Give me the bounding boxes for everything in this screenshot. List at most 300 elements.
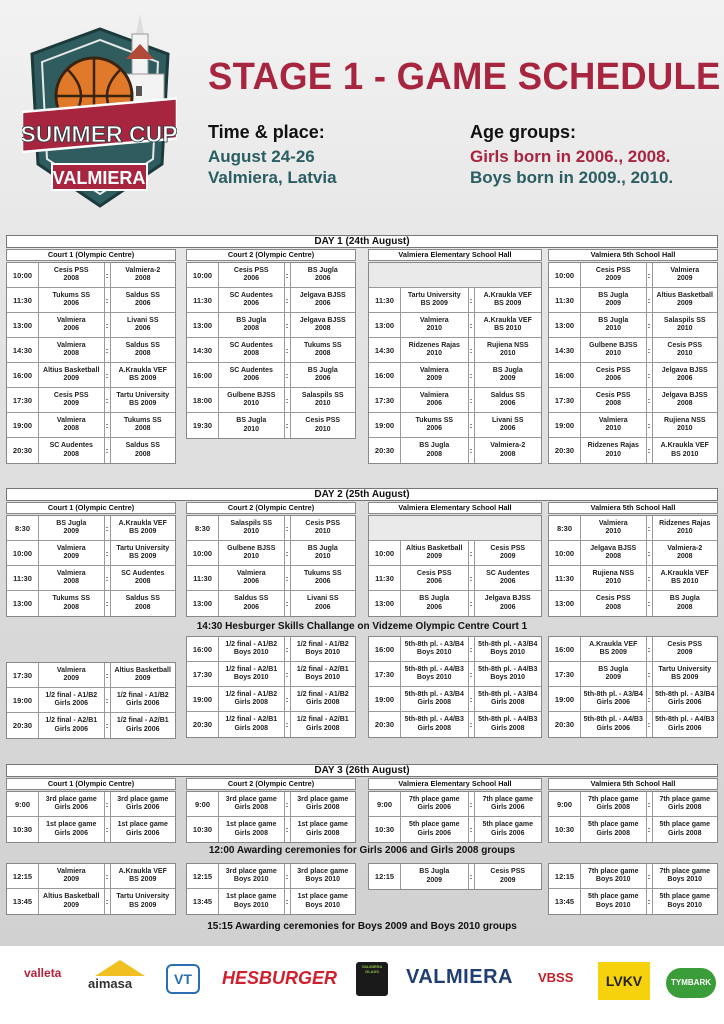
home-team: 7th place game Girls 2006 <box>408 795 460 811</box>
sponsor-valmiera-glass: VALMIERA GLASS <box>361 964 383 974</box>
home-team: Cesis PSS 2006 <box>233 266 269 282</box>
game-time: 17:30 <box>369 662 401 686</box>
versus-separator: : <box>646 288 653 312</box>
game-row <box>7 688 175 713</box>
away-team: 3rd place game Boys 2010 <box>297 867 349 883</box>
home-team: Salaspils SS 2010 <box>230 519 273 535</box>
girls-awarding-note: 12:00 Awarding ceremonies for Girls 2006 and Girls 2008 groups <box>208 845 516 856</box>
versus-separator: : <box>104 792 111 816</box>
versus-separator: : <box>646 792 653 816</box>
game-time: 19:30 <box>187 413 219 438</box>
game-row <box>549 541 717 566</box>
away-team: Tukums SS 2006 <box>303 569 342 585</box>
versus-separator: : <box>284 637 291 661</box>
game-time: 11:30 <box>7 288 39 312</box>
home-team: SC Audentes 2006 <box>229 291 273 307</box>
away-team: 5th place game Girls 2006 <box>482 821 534 837</box>
away-team: Valmiera-2 2008 <box>667 544 703 560</box>
game-time: 10:30 <box>7 817 39 842</box>
game-row <box>187 338 355 363</box>
home-team: 5th-8th pl. - A3/B4 Girls 2008 <box>404 690 464 706</box>
home-team: Cesis PSS 2008 <box>595 595 631 611</box>
away-team: BS Jugla 2006 <box>307 266 338 282</box>
versus-separator: : <box>284 516 291 540</box>
home-team: Valmiera 2010 <box>598 416 628 432</box>
game-time: 20:30 <box>7 438 39 463</box>
home-team: 1/2 final - A2/B1 Girls 2008 <box>225 716 278 732</box>
home-team: 1/2 final - A2/B1 Girls 2006 <box>45 717 98 733</box>
game-row <box>187 889 355 914</box>
home-team: Cesis PSS 2009 <box>53 391 89 407</box>
away-team: Cesis PSS 2009 <box>667 640 703 656</box>
versus-separator: : <box>468 864 475 889</box>
versus-separator: : <box>646 363 653 387</box>
game-row <box>369 413 541 438</box>
home-team: 5th place game Girls 2008 <box>587 821 639 837</box>
away-team: A.Kraukla VEF BS 2009 <box>483 291 532 307</box>
game-time: 14:30 <box>187 338 219 362</box>
court-games <box>186 863 356 915</box>
game-time: 14:30 <box>7 338 39 362</box>
game-row <box>369 541 541 566</box>
home-team: 7th place game Boys 2010 <box>587 867 639 883</box>
versus-separator: : <box>284 413 291 438</box>
day-1-header: DAY 1 (24th August) <box>6 235 718 248</box>
versus-separator: : <box>646 566 653 590</box>
court-title: Valmiera Elementary School Hall <box>368 249 542 261</box>
game-time: 10:00 <box>187 263 219 287</box>
away-team: 1st place game Boys 2010 <box>297 893 348 909</box>
court-games <box>6 791 176 843</box>
game-row <box>549 263 717 288</box>
logo-line1: SUMMER CUP <box>22 121 177 147</box>
home-team: Cesis PSS 2008 <box>53 266 89 282</box>
game-row <box>549 566 717 591</box>
event-place: Valmiera, Latvia <box>208 168 337 187</box>
skills-challenge-note: 14:30 Hesburger Skills Challange on Vidzeme Olympic Centre Court 1 <box>196 621 528 632</box>
versus-separator: : <box>104 338 111 362</box>
game-time: 17:30 <box>549 662 581 686</box>
home-team: 5th-8th pl. - A4/B3 Boys 2010 <box>404 665 464 681</box>
home-team: Gulbene BJSS 2010 <box>227 391 276 407</box>
game-row <box>369 591 541 616</box>
away-team: Cesis PSS 2010 <box>667 341 703 357</box>
court-games <box>368 791 542 843</box>
game-row <box>549 637 717 662</box>
summer-cup-logo <box>22 14 177 214</box>
game-row <box>7 288 175 313</box>
game-time: 10:00 <box>549 263 581 287</box>
court-title: Court 1 (Olympic Centre) <box>6 778 176 790</box>
away-team: Tukums SS 2008 <box>123 416 162 432</box>
versus-separator: : <box>646 313 653 337</box>
home-team: 5th-8th pl. - A4/B3 Girls 2006 <box>583 716 643 732</box>
away-team: Ridzenes Rajas 2010 <box>659 519 711 535</box>
versus-separator: : <box>104 591 111 616</box>
game-row <box>187 516 355 541</box>
versus-separator: : <box>646 516 653 540</box>
game-time: 11:30 <box>549 566 581 590</box>
versus-separator: : <box>646 637 653 661</box>
game-time: 16:00 <box>187 363 219 387</box>
game-time: 13:00 <box>7 313 39 337</box>
game-row <box>7 263 175 288</box>
home-team: Tukums SS 2008 <box>52 595 91 611</box>
game-time: 20:30 <box>369 438 401 463</box>
game-time: 10:30 <box>187 817 219 842</box>
game-time: 19:00 <box>549 687 581 711</box>
court-games <box>6 262 176 464</box>
game-row <box>187 864 355 889</box>
versus-separator: : <box>468 792 475 816</box>
home-team: Valmiera 2008 <box>56 341 86 357</box>
away-team: 5th place game Boys 2010 <box>659 893 711 909</box>
away-team: SC Audentes 2006 <box>486 569 530 585</box>
away-team: Jelgava BJSS 2008 <box>661 391 708 407</box>
court-title: Court 2 (Olympic Centre) <box>186 502 356 514</box>
home-team: 5th-8th pl. - A4/B3 Girls 2008 <box>404 716 464 732</box>
court-title: Court 1 (Olympic Centre) <box>6 249 176 261</box>
game-row <box>369 263 541 288</box>
game-row <box>7 313 175 338</box>
home-team: Valmiera 2008 <box>56 569 86 585</box>
versus-separator: : <box>104 663 111 687</box>
versus-separator: : <box>284 889 291 914</box>
game-row <box>549 363 717 388</box>
home-team: Altius Basketball 2009 <box>406 544 463 560</box>
game-row <box>7 516 175 541</box>
away-team: Saldus SS 2008 <box>125 595 160 611</box>
court-games <box>186 791 356 843</box>
court-games <box>548 262 718 464</box>
game-row <box>7 591 175 616</box>
versus-separator: : <box>646 864 653 888</box>
court-games <box>186 636 356 738</box>
game-time: 20:30 <box>369 712 401 737</box>
home-team: Tukums SS 2006 <box>415 416 454 432</box>
game-time: 9:00 <box>549 792 581 816</box>
court-games <box>368 262 542 464</box>
game-time: 16:00 <box>549 363 581 387</box>
away-team: 1st place game Girls 2006 <box>117 821 168 837</box>
away-team: A.Kraukla VEF BS 2009 <box>118 366 167 382</box>
day-3-header: DAY 3 (26th August) <box>6 764 718 777</box>
game-row <box>187 263 355 288</box>
versus-separator: : <box>468 413 475 437</box>
sponsor-vt: VT <box>166 964 200 994</box>
versus-separator: : <box>104 864 111 888</box>
away-team: Jelgava BJSS 2006 <box>661 366 708 382</box>
game-row <box>549 438 717 463</box>
away-team: Tukums SS 2008 <box>303 341 342 357</box>
versus-separator: : <box>104 713 111 738</box>
court-title: Valmiera 5th School Hall <box>548 249 718 261</box>
sponsor-vbss: VBSS <box>538 970 574 985</box>
game-row <box>369 687 541 712</box>
game-row <box>369 516 541 541</box>
away-team: A.Kraukla VEF BS 2010 <box>660 442 709 458</box>
home-team: BS Jugla 2009 <box>598 665 629 681</box>
versus-separator: : <box>468 662 475 686</box>
away-team: Livani SS 2006 <box>126 316 159 332</box>
versus-separator: : <box>468 363 475 387</box>
home-team: Gulbene BJSS 2010 <box>227 544 276 560</box>
game-row <box>549 591 717 616</box>
away-team: 1/2 final - A2/B1 Girls 2006 <box>116 717 169 733</box>
game-row <box>549 687 717 712</box>
game-row <box>549 817 717 842</box>
versus-separator: : <box>468 687 475 711</box>
girls-age-group: Girls born in 2006., 2008. <box>470 147 671 166</box>
game-time: 16:00 <box>7 363 39 387</box>
home-team: A.Kraukla VEF BS 2009 <box>589 640 638 656</box>
versus-separator: : <box>104 817 111 842</box>
game-row <box>369 438 541 463</box>
away-team: 5th-8th pl. - A3/B4 Girls 2006 <box>655 690 715 706</box>
versus-separator: : <box>646 263 653 287</box>
game-row <box>187 388 355 413</box>
away-team: 1/2 final - A2/B1 Girls 2008 <box>296 716 349 732</box>
versus-separator: : <box>284 591 291 616</box>
away-team: Rujiena NSS 2010 <box>663 416 706 432</box>
home-team: Altius Basketball 2009 <box>43 366 100 382</box>
versus-separator: : <box>104 541 111 565</box>
game-row <box>549 712 717 737</box>
game-time: 17:30 <box>187 662 219 686</box>
away-team: Tartu University BS 2009 <box>116 893 170 909</box>
court-games <box>368 863 542 890</box>
game-time: 20:30 <box>7 713 39 738</box>
court-title: Valmiera 5th School Hall <box>548 778 718 790</box>
game-time: 16:00 <box>369 637 401 661</box>
versus-separator: : <box>284 388 291 412</box>
versus-separator: : <box>646 388 653 412</box>
court-games <box>368 636 542 738</box>
event-date: August 24-26 <box>208 147 315 166</box>
versus-separator: : <box>468 817 475 842</box>
game-row <box>187 288 355 313</box>
game-time: 9:00 <box>7 792 39 816</box>
game-time: 13:00 <box>549 591 581 616</box>
home-team: 3rd place game Girls 2008 <box>225 795 277 811</box>
away-team: Tartu University BS 2009 <box>658 665 712 681</box>
home-team: BS Jugla 2009 <box>598 291 629 307</box>
game-row <box>369 712 541 737</box>
game-time: 10:00 <box>7 541 39 565</box>
away-team: 1/2 final - A1/B2 Girls 2006 <box>116 691 169 707</box>
home-team: 5th place game Boys 2010 <box>587 893 639 909</box>
game-time: 12:15 <box>187 864 219 888</box>
home-team: Altius Basketball 2009 <box>43 893 100 909</box>
away-team: Jelgava BJSS 2006 <box>299 291 346 307</box>
versus-separator: : <box>284 566 291 590</box>
game-row <box>7 864 175 889</box>
game-row <box>549 388 717 413</box>
away-team: Saldus SS 2006 <box>490 391 525 407</box>
game-row <box>7 363 175 388</box>
game-row <box>7 889 175 914</box>
versus-separator: : <box>104 688 111 712</box>
versus-separator: : <box>104 566 111 590</box>
versus-separator: : <box>468 313 475 337</box>
sponsor-valmiera: VALMIERA <box>406 966 513 988</box>
game-row <box>549 288 717 313</box>
away-team: A.Kraukla VEF BS 2010 <box>483 316 532 332</box>
game-time: 13:00 <box>187 591 219 616</box>
away-team: Livani SS 2006 <box>491 416 524 432</box>
game-row <box>369 817 541 842</box>
versus-separator: : <box>284 313 291 337</box>
versus-separator: : <box>468 288 475 312</box>
game-row <box>7 663 175 688</box>
versus-separator: : <box>284 541 291 565</box>
home-team: 1/2 final - A1/B2 Boys 2010 <box>225 640 278 656</box>
game-row <box>369 338 541 363</box>
game-time: 12:15 <box>7 864 39 888</box>
versus-separator: : <box>646 413 653 437</box>
home-team: SC Audentes 2008 <box>49 442 93 458</box>
game-time: 10:00 <box>549 541 581 565</box>
versus-separator: : <box>468 591 475 616</box>
game-row <box>7 438 175 463</box>
home-team: Tukums SS 2006 <box>52 291 91 307</box>
away-team: Saldus SS 2008 <box>125 442 160 458</box>
home-team: Valmiera 2009 <box>56 544 86 560</box>
court-games <box>548 791 718 843</box>
game-time: 17:30 <box>369 388 401 412</box>
away-team: Tartu University BS 2009 <box>116 391 170 407</box>
game-time: 10:30 <box>549 817 581 842</box>
away-team: 1/2 final - A1/B2 Boys 2010 <box>296 640 349 656</box>
away-team: 5th-8th pl. - A4/B3 Girls 2008 <box>478 716 538 732</box>
home-team: Cesis PSS 2006 <box>416 569 452 585</box>
home-team: Jelgava BJSS 2008 <box>590 544 637 560</box>
home-team: Cesis PSS 2006 <box>595 366 631 382</box>
home-team: BS Jugla 2009 <box>56 519 87 535</box>
game-time: 19:00 <box>7 688 39 712</box>
game-row <box>549 516 717 541</box>
versus-separator: : <box>284 687 291 711</box>
home-team: SC Audentes 2006 <box>229 366 273 382</box>
game-row <box>187 363 355 388</box>
court-games <box>186 262 356 439</box>
sponsor-bar <box>0 946 724 1024</box>
game-time: 10:30 <box>369 817 401 842</box>
court-games <box>548 863 718 915</box>
time-place-label: Time & place: <box>208 122 325 142</box>
home-team: BS Jugla 2008 <box>236 316 267 332</box>
away-team: Valmiera 2009 <box>670 266 700 282</box>
home-team: Valmiera 2009 <box>56 666 86 682</box>
game-time: 13:00 <box>369 591 401 616</box>
away-team: 5th place game Girls 2008 <box>659 821 711 837</box>
game-time: 18:00 <box>187 388 219 412</box>
versus-separator: : <box>468 388 475 412</box>
game-row <box>187 541 355 566</box>
away-team: A.Kraukla VEF BS 2010 <box>660 569 709 585</box>
versus-separator: : <box>468 637 475 661</box>
game-time: 13:00 <box>549 313 581 337</box>
home-team: Cesis PSS 2009 <box>595 266 631 282</box>
away-team: 5th-8th pl. - A3/B4 Boys 2010 <box>478 640 538 656</box>
away-team: Rujiena NSS 2010 <box>486 341 529 357</box>
versus-separator: : <box>284 817 291 842</box>
game-row <box>7 388 175 413</box>
versus-separator: : <box>646 817 653 842</box>
game-row <box>7 713 175 738</box>
game-row <box>369 388 541 413</box>
versus-separator: : <box>104 363 111 387</box>
versus-separator: : <box>104 516 111 540</box>
game-row <box>369 637 541 662</box>
home-team: 1/2 final - A2/B1 Boys 2010 <box>225 665 278 681</box>
versus-separator: : <box>646 338 653 362</box>
game-time: 20:30 <box>549 712 581 737</box>
home-team: Cesis PSS 2008 <box>595 391 631 407</box>
home-team: Saldus SS 2006 <box>234 595 269 611</box>
court-title: Valmiera Elementary School Hall <box>368 778 542 790</box>
home-team: Gulbene BJSS 2010 <box>589 341 638 357</box>
home-team: 5th-8th pl. - A3/B4 Boys 2010 <box>404 640 464 656</box>
game-time: 20:30 <box>549 438 581 463</box>
away-team: Saldus SS 2006 <box>125 291 160 307</box>
game-row <box>369 566 541 591</box>
away-team: 5th-8th pl. - A4/B3 Boys 2010 <box>478 665 538 681</box>
sponsor-valleta: valleta <box>24 966 62 980</box>
away-team: 7th place game Girls 2008 <box>659 795 711 811</box>
age-groups-label: Age groups: <box>470 122 576 142</box>
away-team: 1/2 final - A1/B2 Girls 2008 <box>296 690 349 706</box>
game-row <box>549 792 717 817</box>
versus-separator: : <box>468 541 475 565</box>
game-row <box>549 662 717 687</box>
game-row <box>369 662 541 687</box>
boys-awarding-note: 15:15 Awarding ceremonies for Boys 2009 and Boys 2010 groups <box>207 921 517 932</box>
versus-separator: : <box>284 363 291 387</box>
day-2-header: DAY 2 (25th August) <box>6 488 718 501</box>
versus-separator: : <box>468 712 475 737</box>
game-time: 19:00 <box>369 413 401 437</box>
home-team: Valmiera 2010 <box>598 519 628 535</box>
versus-separator: : <box>104 413 111 437</box>
game-row <box>7 817 175 842</box>
game-time: 11:30 <box>187 566 219 590</box>
game-row <box>7 413 175 438</box>
court-games <box>368 515 542 617</box>
logo-line2: VALMIERA <box>52 168 146 188</box>
home-team: Valmiera 2009 <box>419 366 449 382</box>
court-games <box>186 515 356 617</box>
game-time: 12:15 <box>369 864 401 889</box>
court-games <box>548 636 718 738</box>
home-team: BS Jugla 2010 <box>598 316 629 332</box>
away-team: Cesis PSS 2010 <box>305 519 341 535</box>
game-time: 8:30 <box>549 516 581 540</box>
away-team: 7th place game Girls 2006 <box>482 795 534 811</box>
game-time: 13:00 <box>369 313 401 337</box>
game-row <box>549 313 717 338</box>
versus-separator: : <box>646 712 653 737</box>
versus-separator: : <box>468 338 475 362</box>
versus-separator: : <box>468 438 475 463</box>
home-team: 1/2 final - A1/B2 Girls 2006 <box>45 691 98 707</box>
home-team: Tartu University BS 2009 <box>407 291 461 307</box>
court-title: Valmiera Elementary School Hall <box>368 502 542 514</box>
game-time: 16:00 <box>549 637 581 661</box>
away-team: Cesis PSS 2010 <box>305 417 341 433</box>
away-team: Saldus SS 2008 <box>125 341 160 357</box>
away-team: BS Jugla 2008 <box>669 595 700 611</box>
